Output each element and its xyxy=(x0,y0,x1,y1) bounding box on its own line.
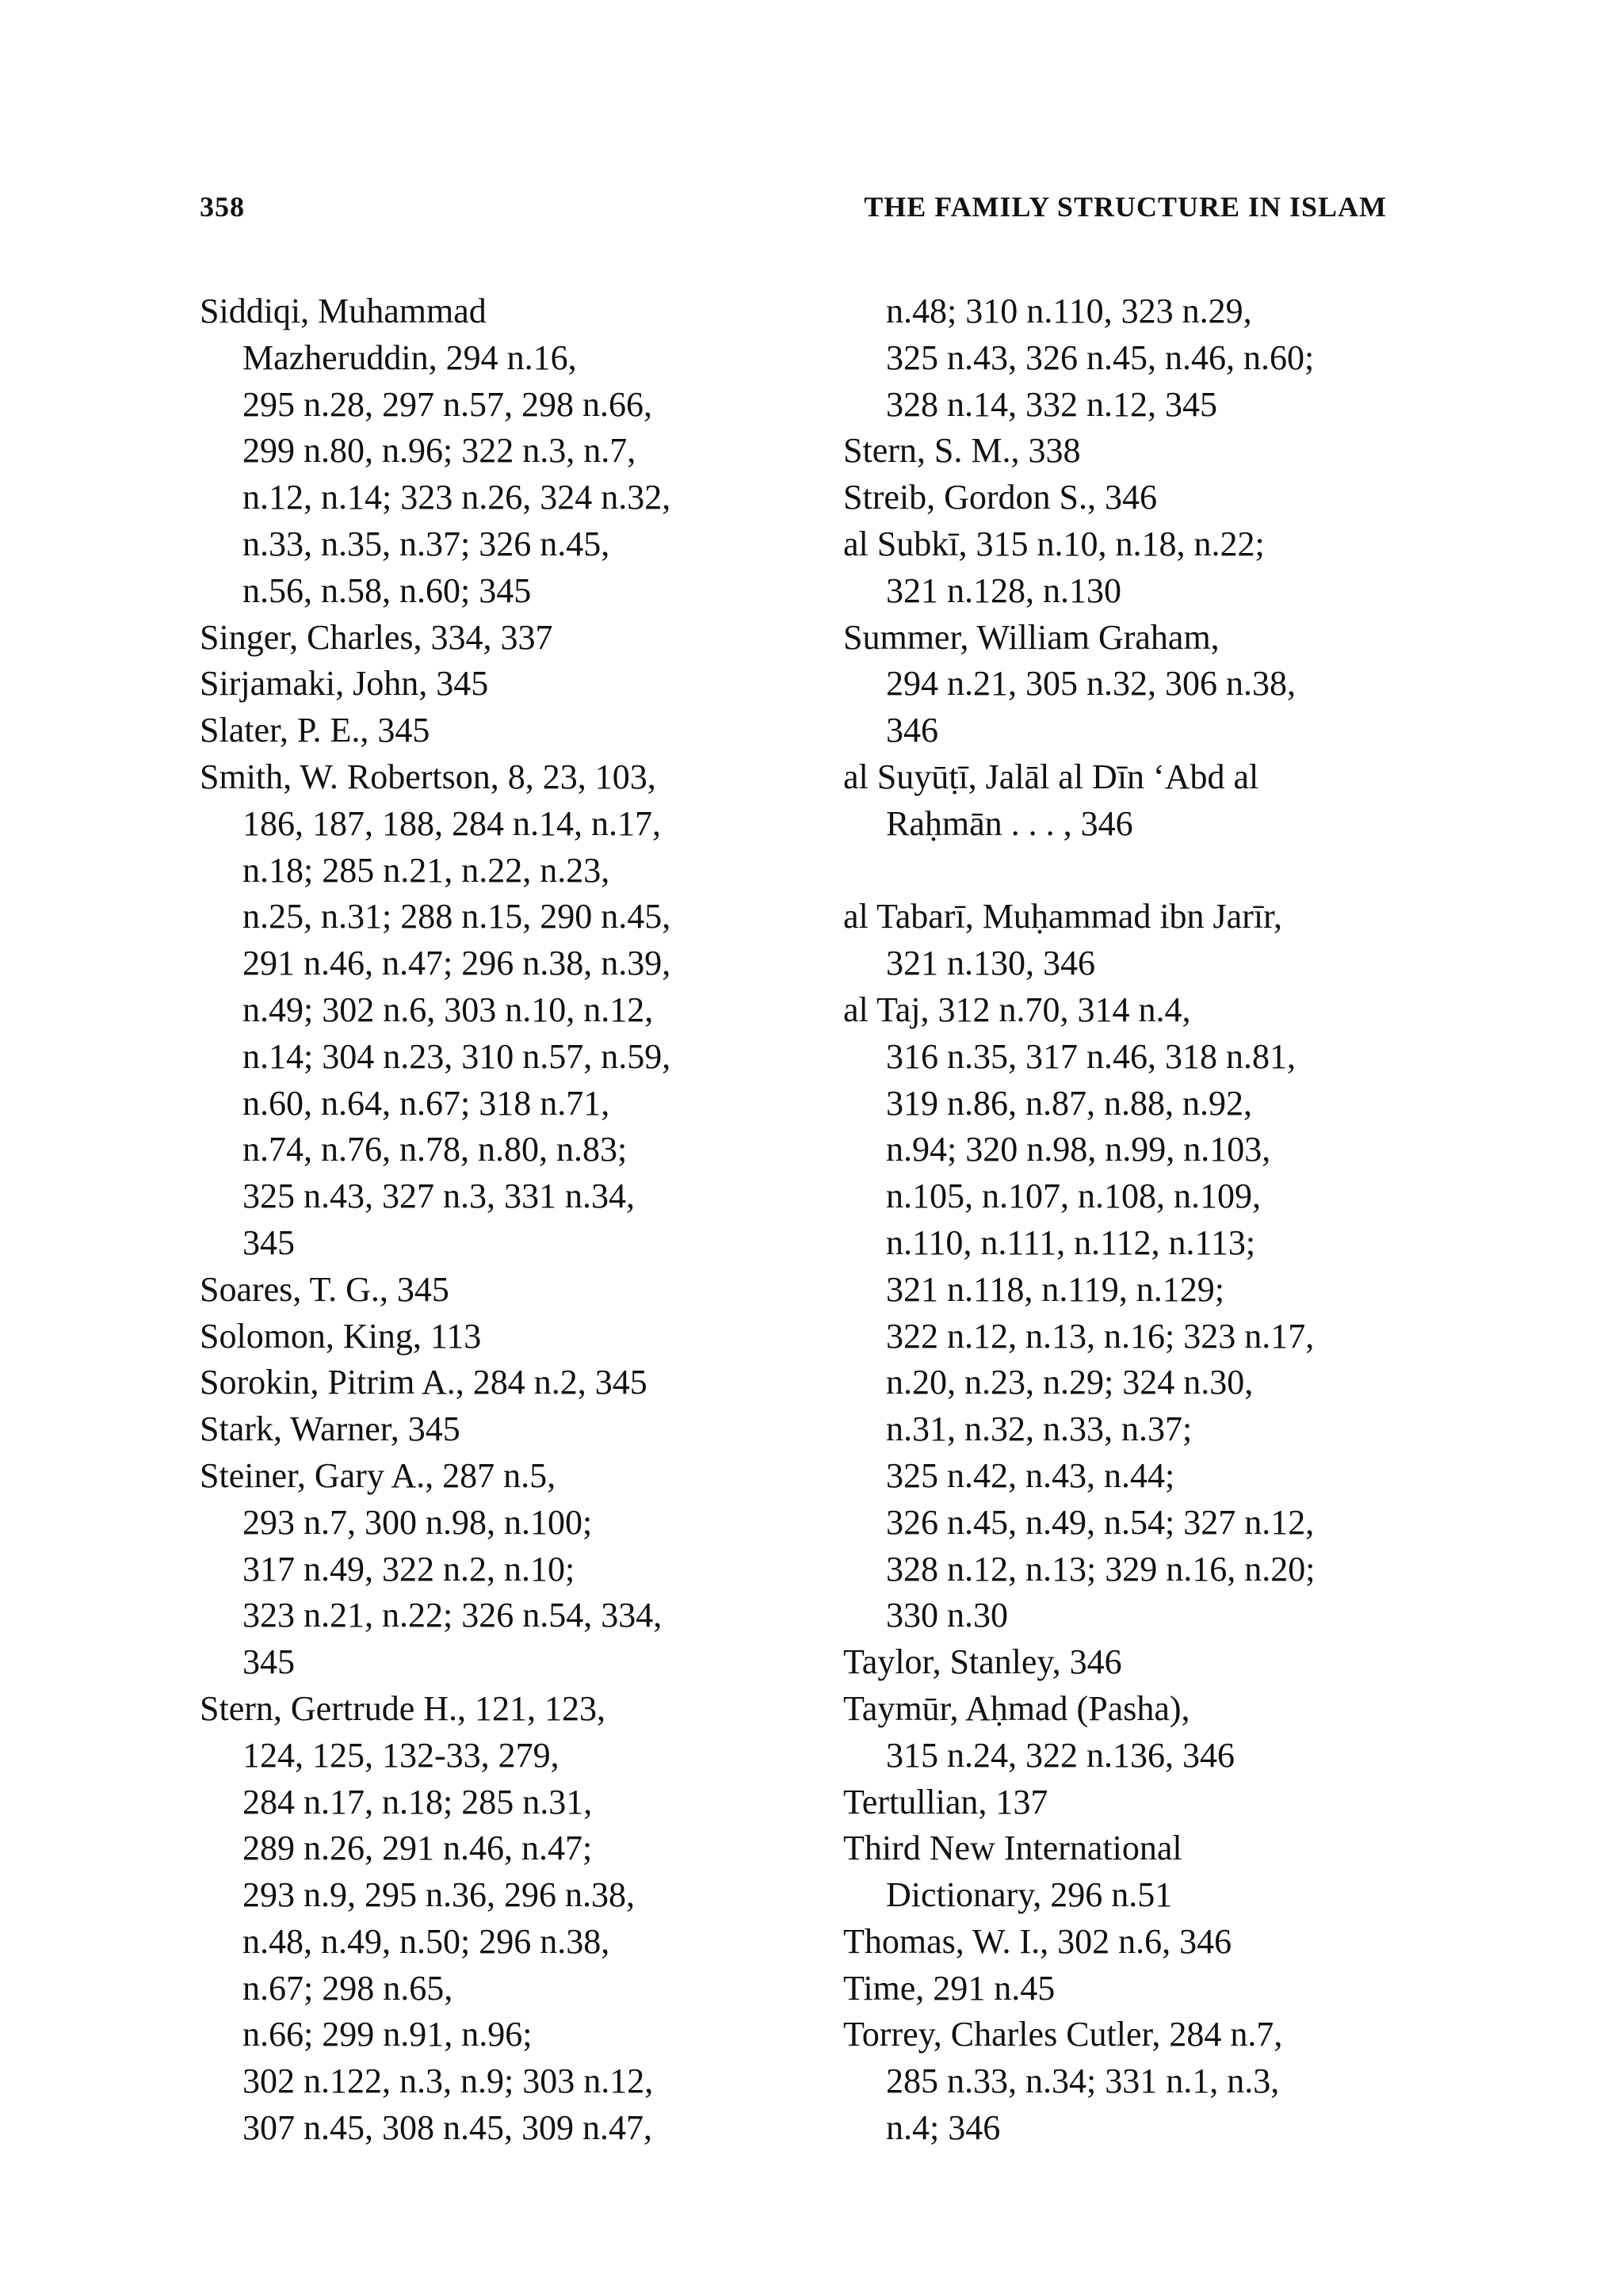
index-line: n.67; 298 n.65, xyxy=(242,1968,453,2008)
index-line: 321 n.128, n.130 xyxy=(886,570,1121,610)
index-line: Time, 291 n.45 xyxy=(843,1968,1056,2008)
index-line: 186, 187, 188, 284 n.14, n.17, xyxy=(242,803,661,843)
index-line: Sirjamaki, John, 345 xyxy=(200,664,489,704)
index-line: 326 n.45, n.49, n.54; 327 n.12, xyxy=(886,1502,1315,1542)
index-column-left xyxy=(200,288,770,2152)
index-line: Sorokin, Pitrim A., 284 n.2, 345 xyxy=(200,1363,647,1402)
index-line: 302 n.122, n.3, n.9; 303 n.12, xyxy=(242,2061,654,2101)
index-line: Mazheruddin, 294 n.16, xyxy=(242,338,577,377)
index-line: 325 n.43, 326 n.45, n.46, n.60; xyxy=(886,338,1315,377)
index-column-right xyxy=(843,288,1414,2152)
index-line: Streib, Gordon S., 346 xyxy=(843,478,1157,517)
index-line: Stark, Warner, 345 xyxy=(200,1409,460,1449)
running-header xyxy=(200,190,1387,227)
index-line: 323 n.21, n.22; 326 n.54, 334, xyxy=(242,1596,663,1635)
index-line xyxy=(843,848,1414,894)
index-line: al Tabarī, Muḥammad ibn Jarīr, xyxy=(843,897,1282,936)
index-line: n.94; 320 n.98, n.99, n.103, xyxy=(886,1130,1271,1169)
page-number: 358 xyxy=(200,191,245,223)
index-line: n.74, n.76, n.78, n.80, n.83; xyxy=(242,1130,628,1169)
index-line: n.14; 304 n.23, 310 n.57, n.59, xyxy=(242,1036,671,1076)
running-title: THE FAMILY STRUCTURE IN ISLAM xyxy=(864,191,1387,223)
index-line: 346 xyxy=(886,711,938,750)
index-line: Smith, W. Robertson, 8, 23, 103, xyxy=(200,757,656,796)
index-line: Steiner, Gary A., 287 n.5, xyxy=(200,1455,556,1495)
index-line: n.33, n.35, n.37; 326 n.45, xyxy=(242,524,610,563)
index-line: n.56, n.58, n.60; 345 xyxy=(242,570,532,610)
index-line: n.18; 285 n.21, n.22, n.23, xyxy=(242,850,610,890)
index-line: Siddiqi, Muhammad xyxy=(200,292,487,330)
index-line: 322 n.12, n.13, n.16; 323 n.17, xyxy=(886,1316,1315,1356)
index-line: Solomon, King, 113 xyxy=(200,1316,482,1356)
index-line: n.12, n.14; 323 n.26, 324 n.32, xyxy=(242,478,671,517)
index-line: n.48, n.49, n.50; 296 n.38, xyxy=(242,1921,610,1961)
index-line: 124, 125, 132-33, 279, xyxy=(242,1735,559,1775)
index-line: 299 n.80, n.96; 322 n.3, n.7, xyxy=(242,431,636,471)
index-line: 345 xyxy=(242,1222,295,1262)
index-line: 317 n.49, 322 n.2, n.10; xyxy=(242,1549,575,1589)
index-line: 345 xyxy=(242,1642,295,1682)
index-line: n.25, n.31; 288 n.15, 290 n.45, xyxy=(242,897,671,936)
index-line: n.110, n.111, n.112, n.113; xyxy=(886,1222,1256,1262)
index-line: Soares, T. G., 345 xyxy=(200,1269,449,1309)
index-line: 319 n.86, n.87, n.88, n.92, xyxy=(886,1083,1252,1123)
index-line: 321 n.118, n.119, n.129; xyxy=(886,1269,1224,1309)
index-line: 293 n.7, 300 n.98, n.100; xyxy=(242,1502,593,1542)
index-line: n.66; 299 n.91, n.96; xyxy=(242,2015,533,2054)
index-line: 307 n.45, 308 n.45, 309 n.47, xyxy=(242,2108,652,2148)
index-line: Thomas, W. I., 302 n.6, 346 xyxy=(843,1921,1232,1961)
index-line: 328 n.12, n.13; 329 n.16, n.20; xyxy=(886,1549,1316,1589)
index-line: Third New International xyxy=(843,1829,1182,1868)
index-line: 325 n.43, 327 n.3, 331 n.34, xyxy=(242,1177,635,1216)
index-line: 321 n.130, 346 xyxy=(886,944,1095,983)
index-line: Slater, P. E., 345 xyxy=(200,711,430,750)
index-line: Taylor, Stanley, 346 xyxy=(843,1642,1122,1682)
index-line: 285 n.33, n.34; 331 n.1, n.3, xyxy=(886,2061,1280,2101)
index-line: al Suyūṭī, Jalāl al Dīn ‘Abd al xyxy=(843,757,1259,796)
index-line: Singer, Charles, 334, 337 xyxy=(200,617,553,657)
index-line: 294 n.21, 305 n.32, 306 n.38, xyxy=(886,664,1296,704)
index-line: al Taj, 312 n.70, 314 n.4, xyxy=(843,990,1191,1029)
index-line: Summer, William Graham, xyxy=(843,617,1220,657)
index-line: Taymūr, Aḥmad (Pasha), xyxy=(843,1688,1190,1728)
index-line: n.105, n.107, n.108, n.109, xyxy=(886,1177,1261,1216)
index-line: 325 n.42, n.43, n.44; xyxy=(886,1455,1175,1495)
index-line: al Subkī, 315 n.10, n.18, n.22; xyxy=(843,524,1265,563)
index-line: 295 n.28, 297 n.57, 298 n.66, xyxy=(242,384,652,424)
index-line: 293 n.9, 295 n.36, 296 n.38, xyxy=(242,1875,635,1915)
index-line: n.60, n.64, n.67; 318 n.71, xyxy=(242,1083,610,1123)
index-line: n.49; 302 n.6, 303 n.10, n.12, xyxy=(242,990,654,1029)
index-line: 289 n.26, 291 n.46, n.47; xyxy=(242,1829,593,1868)
index-line: 328 n.14, 332 n.12, 345 xyxy=(886,384,1217,424)
index-line: 315 n.24, 322 n.136, 346 xyxy=(886,1735,1235,1775)
index-line: 284 n.17, n.18; 285 n.31, xyxy=(242,1782,593,1821)
index-line: n.20, n.23, n.29; 324 n.30, xyxy=(886,1363,1254,1402)
index-line: 330 n.30 xyxy=(886,1596,1008,1635)
index-line: Stern, S. M., 338 xyxy=(843,431,1081,471)
index-line: 316 n.35, 317 n.46, 318 n.81, xyxy=(886,1036,1296,1076)
index-line: Dictionary, 296 n.51 xyxy=(886,1875,1173,1915)
index-line: 291 n.46, n.47; 296 n.38, n.39, xyxy=(242,944,671,983)
index-line: Torrey, Charles Cutler, 284 n.7, xyxy=(843,2015,1283,2054)
index-line: n.48; 310 n.110, 323 n.29, xyxy=(886,292,1252,330)
index-line: Tertullian, 137 xyxy=(843,1782,1048,1821)
index-line: Raḥmān . . . , 346 xyxy=(886,803,1133,843)
index-line: n.4; 346 xyxy=(886,2108,1001,2148)
index-line: n.31, n.32, n.33, n.37; xyxy=(886,1409,1193,1449)
index-line: Stern, Gertrude H., 121, 123, xyxy=(200,1688,606,1728)
